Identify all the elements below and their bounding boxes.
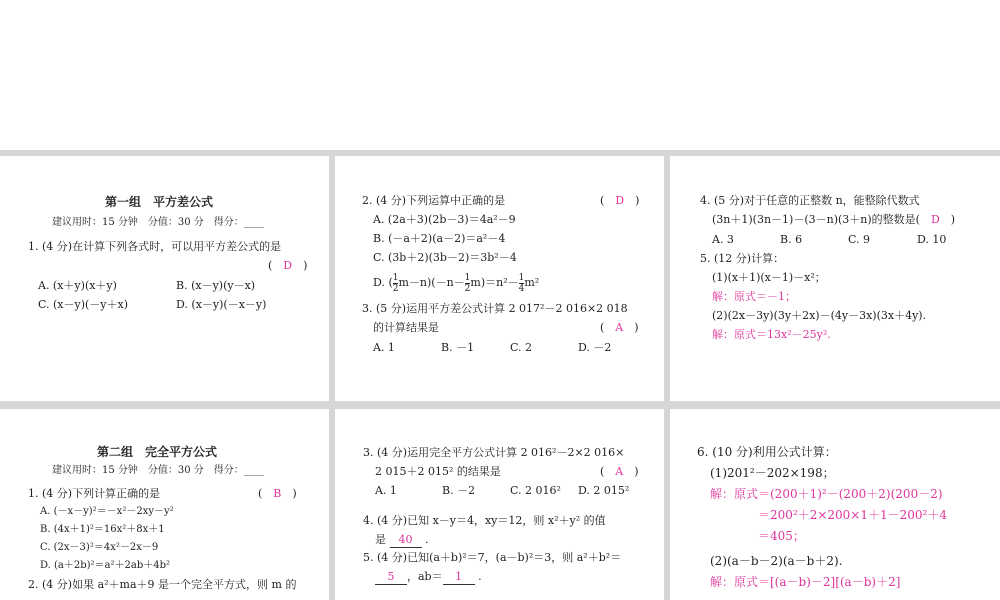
option-a: A. (－x－y)²＝－x²－2xy－y² xyxy=(40,506,174,517)
answer-letter: A xyxy=(615,465,624,478)
answer-letter: D xyxy=(283,259,293,272)
question-6-part2: (2)(a－b－2)(a－b＋2). xyxy=(710,554,843,568)
panel-group2-b xyxy=(335,409,664,600)
option-c: C. 9 xyxy=(848,233,871,246)
option-a: A. 3 xyxy=(712,233,734,246)
option-d: D. －2 xyxy=(578,341,612,354)
option-c: C. (x－y)(－y＋x) xyxy=(38,298,129,311)
answer-letter: A xyxy=(615,321,624,334)
option-a: A. 1 xyxy=(375,484,397,497)
option-b: B. (4x＋1)²＝16x²＋8x＋1 xyxy=(40,524,165,535)
option-b: B. －1 xyxy=(441,341,475,354)
answer-paren: ( A ) xyxy=(600,321,639,334)
question-6: 6. (10 分)利用公式计算： xyxy=(697,445,837,459)
answer-paren: ( B ) xyxy=(258,487,297,500)
panel-group1-c xyxy=(670,156,1000,401)
panel-group2-c xyxy=(670,409,1000,600)
option-c: C. 2 016² xyxy=(510,484,561,497)
option-a: A. (x＋y)(x＋y) xyxy=(38,279,117,292)
option-c: C. 2 xyxy=(510,341,533,354)
answer-blank-2: 1 xyxy=(443,570,475,585)
option-d-result: ＝n²－ xyxy=(485,276,519,289)
section-meta: 建议用时：15 分钟 分值：30 分 得分：____ xyxy=(52,217,264,228)
question-5-line2: 5 ，ab＝ 1 . xyxy=(375,570,482,585)
panel-group1-a xyxy=(0,156,329,401)
option-c: C. (2x－3)²＝4x²－2x－9 xyxy=(40,542,159,553)
answer-letter: D xyxy=(930,213,940,226)
question-2: 2. (4 分)下列运算中正确的是 xyxy=(362,194,506,207)
option-d: D. (a＋2b)²＝a²＋2ab＋4b² xyxy=(40,560,171,571)
section-title: 第二组 完全平方公式 xyxy=(97,445,218,459)
question-4-expression: (3n＋1)(3n－1)－(3－n)(3＋n)的整数是( xyxy=(712,213,920,226)
answer-paren: ( D ) xyxy=(600,194,640,207)
option-b: B. (－a＋2)(a－2)＝a²－4 xyxy=(373,232,506,245)
question-3: 3. (5 分)运用平方差公式计算 2 017²－2 016×2 018 xyxy=(362,302,628,315)
option-d: D. (x－y)(－x－y) xyxy=(176,298,267,311)
option-a: A. 1 xyxy=(373,341,395,354)
question-5: 5. (4 分)已知(a＋b)²＝7，(a－b)²＝3，则 a²＋b²＝ xyxy=(363,551,622,564)
answer-letter: B xyxy=(273,487,282,500)
question-4-prefix: 是 xyxy=(375,533,386,546)
answer-paren: ( D ) xyxy=(268,259,308,272)
question-5-part1: (1)(x＋1)(x－1)－x²； xyxy=(712,271,826,284)
solution-1-line2: ＝200²＋2×200×1＋1－200²＋4 xyxy=(758,508,947,522)
question-4-line2: (3n＋1)(3n－1)－(3－n)(3＋n)的整数是( D ) xyxy=(712,213,956,226)
panel-group1-b xyxy=(335,156,664,401)
option-d: D. 2 015² xyxy=(578,484,630,497)
solution-1: 解：原式＝－1； xyxy=(712,290,796,303)
section-meta: 建议用时：15 分钟 分值：30 分 得分：____ xyxy=(52,465,264,476)
question-3-line2: 的计算结果是 xyxy=(373,321,439,334)
panel-group2-a xyxy=(0,409,329,600)
option-d-label: D. xyxy=(373,276,385,289)
option-a: A. (2a＋3)(2b－3)＝4a²－9 xyxy=(373,213,516,226)
option-d-expression: ( $\frac{1}{2}$ m－n)(－n－ $\frac{1}{2}$ m) xyxy=(388,272,486,294)
option-b: B. －2 xyxy=(442,484,476,497)
question-1: 1. (4 分)下列计算正确的是 xyxy=(28,487,161,500)
answer-blank: 40 xyxy=(390,533,422,548)
question-1: 1. (4 分)在计算下列各式时，可以用平方差公式的是 xyxy=(28,240,282,253)
option-b: B. (x－y)(y－x) xyxy=(176,279,256,292)
option-c: C. (3b＋2)(3b－2)＝3b²－4 xyxy=(373,251,517,264)
answer-blank-1: 5 xyxy=(375,570,407,585)
solution-1-line3: ＝405； xyxy=(758,529,805,543)
answer-letter: D xyxy=(615,194,625,207)
question-3: 3. (4 分)运用完全平方公式计算 2 016²－2×2 016× xyxy=(363,446,625,459)
question-2: 2. (4 分)如果 a²＋ma＋9 是一个完全平方式，则 m 的 xyxy=(28,578,297,591)
option-b: B. 6 xyxy=(780,233,803,246)
solution-1-line1: 解：原式＝(200＋1)²－(200＋2)(200－2) xyxy=(710,487,943,501)
question-5: 5. (12 分)计算： xyxy=(700,252,785,265)
question-4: 4. (5 分)对于任意的正整数 n，能整除代数式 xyxy=(700,194,920,207)
question-5-part2: (2)(2x－3y)(3y＋2x)－(4y－3x)(3x＋4y). xyxy=(712,309,927,322)
question-5-mid: ，ab＝ xyxy=(407,570,443,583)
solution-2: 解：原式＝13x²－25y². xyxy=(712,328,831,341)
option-d: D. ( $\frac{1}{2}$ m－n)(－n－ $\frac{1}{2}$ m)＝n²－ $\frac{1}{4}$ m² xyxy=(373,272,540,294)
question-3-line2: 2 015＋2 015² 的结果是 xyxy=(375,465,501,478)
question-4: 4. (4 分)已知 x－y＝4，xy＝12，则 x²＋y² 的值 xyxy=(363,514,606,527)
question-4-line2: 是 40 . xyxy=(375,533,429,546)
option-d: D. 10 xyxy=(917,233,947,246)
solution-2-line1: 解：原式＝[(a－b)－2][(a－b)＋2] xyxy=(710,575,901,589)
question-6-part1: (1)201²－202×198； xyxy=(710,466,835,480)
section-title: 第一组 平方差公式 xyxy=(105,195,214,209)
answer-paren: ( A ) xyxy=(600,465,639,478)
